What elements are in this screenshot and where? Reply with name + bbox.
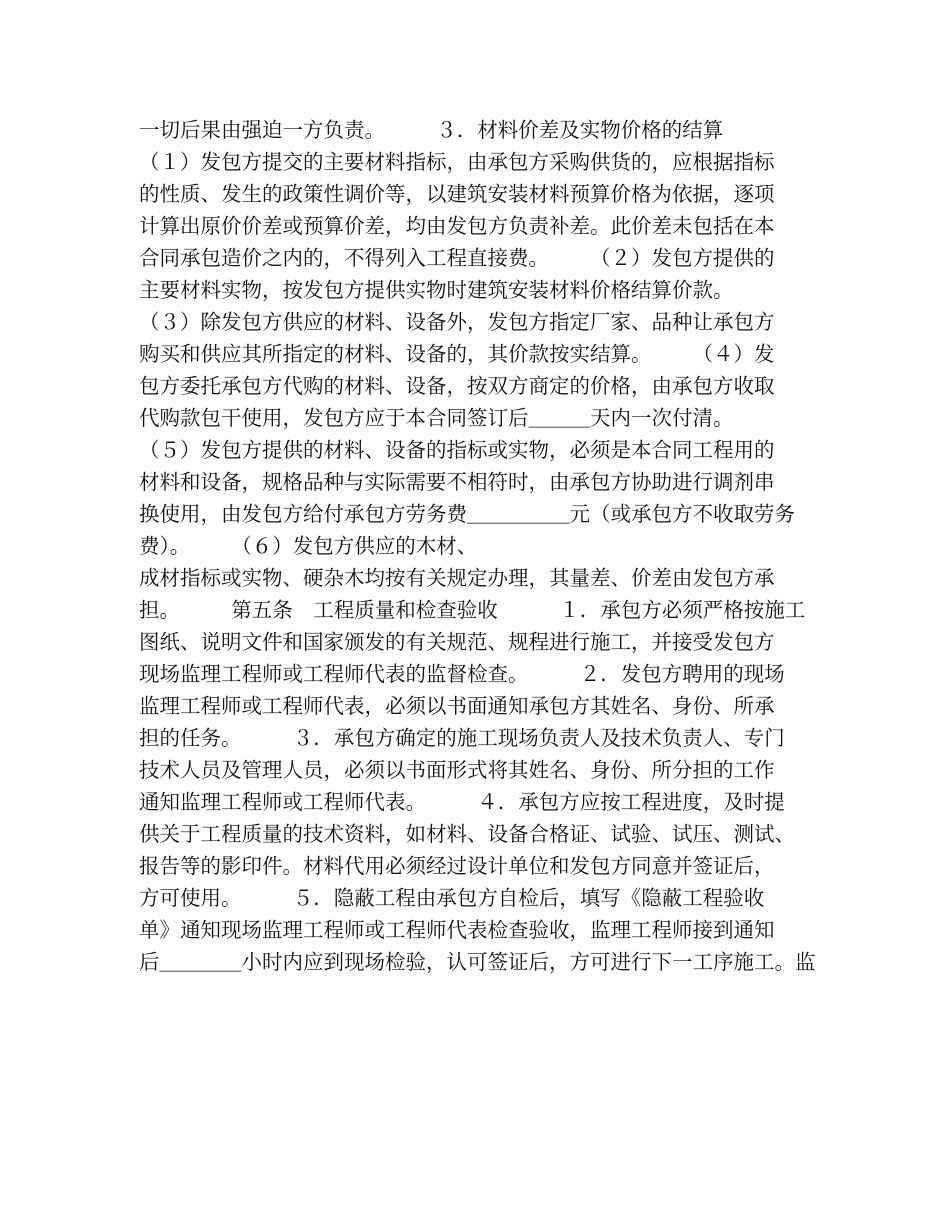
text-line: 主要材料实物，按发包方提供实物时建筑安装材料价格结算价款。: [139, 278, 734, 302]
text-line: 成材指标或实物、硬杂木均按有关规定办理，其量差、价差由发包方承: [139, 566, 775, 590]
text-line: （５）发包方提供的材料、设备的指标或实物，必须是本合同工程用的: [139, 438, 775, 462]
text-line: 技术人员及管理人员，必须以书面形式将其姓名、身份、所分担的工作: [139, 758, 775, 782]
contract-text-block: [139, 114, 839, 978]
text-line: 后＿＿＿＿小时内应到现场检验，认可签证后，方可进行下一工序施工。监: [139, 950, 816, 974]
text-line: 图纸、说明文件和国家颁发的有关规范、规程进行施工，并接受发包方: [139, 630, 775, 654]
text-line: 购买和供应其所指定的材料、设备的，其价款按实结算。 （４）发: [139, 342, 775, 366]
text-line: 供关于工程质量的技术资料，如材料、设备合格证、试验、试压、测试、: [139, 822, 795, 846]
text-line: 的性质、发生的政策性调价等，以建筑安装材料预算价格为依据，逐项: [139, 182, 775, 206]
text-line: 合同承包造价之内的，不得列入工程直接费。 （２）发包方提供的: [139, 246, 775, 270]
text-line: （１）发包方提交的主要材料指标，由承包方采购供货的，应根据指标: [139, 150, 775, 174]
text-line: 包方委托承包方代购的材料、设备，按双方商定的价格，由承包方收取: [139, 374, 775, 398]
text-line: 代购款包干使用，发包方应于本合同签订后＿＿＿天内一次付清。: [139, 406, 734, 430]
text-line: 报告等的影印件。材料代用必须经过设计单位和发包方同意并签证后，: [139, 854, 775, 878]
text-line: 现场监理工程师或工程师代表的监督检查。 ２．发包方聘用的现场: [139, 662, 785, 686]
text-line: 计算出原价价差或预算价差，均由发包方负责补差。此价差未包括在本: [139, 214, 775, 238]
text-line: 费）。 （６）发包方供应的木材、: [139, 534, 478, 558]
text-line: 方可使用。 ５．隐蔽工程由承包方自检后，填写《隐蔽工程验收: [139, 886, 765, 910]
text-line: 材料和设备，规格品种与实际需要不相符时，由承包方协助进行调剂串: [139, 470, 775, 494]
text-line: 通知监理工程师或工程师代表。 ４．承包方应按工程进度，及时提: [139, 790, 785, 814]
text-line: （３）除发包方供应的材料、设备外，发包方指定厂家、品种让承包方: [139, 310, 775, 334]
text-line: 担。 第五条 工程质量和检查验收 １．承包方必须严格按施工: [139, 598, 806, 622]
text-line: 担的任务。 ３．承包方确定的施工现场负责人及技术负责人、专门: [139, 726, 785, 750]
text-line: 换使用，由发包方给付承包方劳务费＿＿＿＿＿元（或承包方不收取劳务: [139, 502, 795, 526]
text-line: 一切后果由强迫一方负责。 ３．材料价差及实物价格的结算: [139, 118, 724, 142]
text-line: 监理工程师或工程师代表，必须以书面通知承包方其姓名、身份、所承: [139, 694, 775, 718]
text-line: 单》通知现场监理工程师或工程师代表检查验收，监理工程师接到通知: [139, 918, 775, 942]
